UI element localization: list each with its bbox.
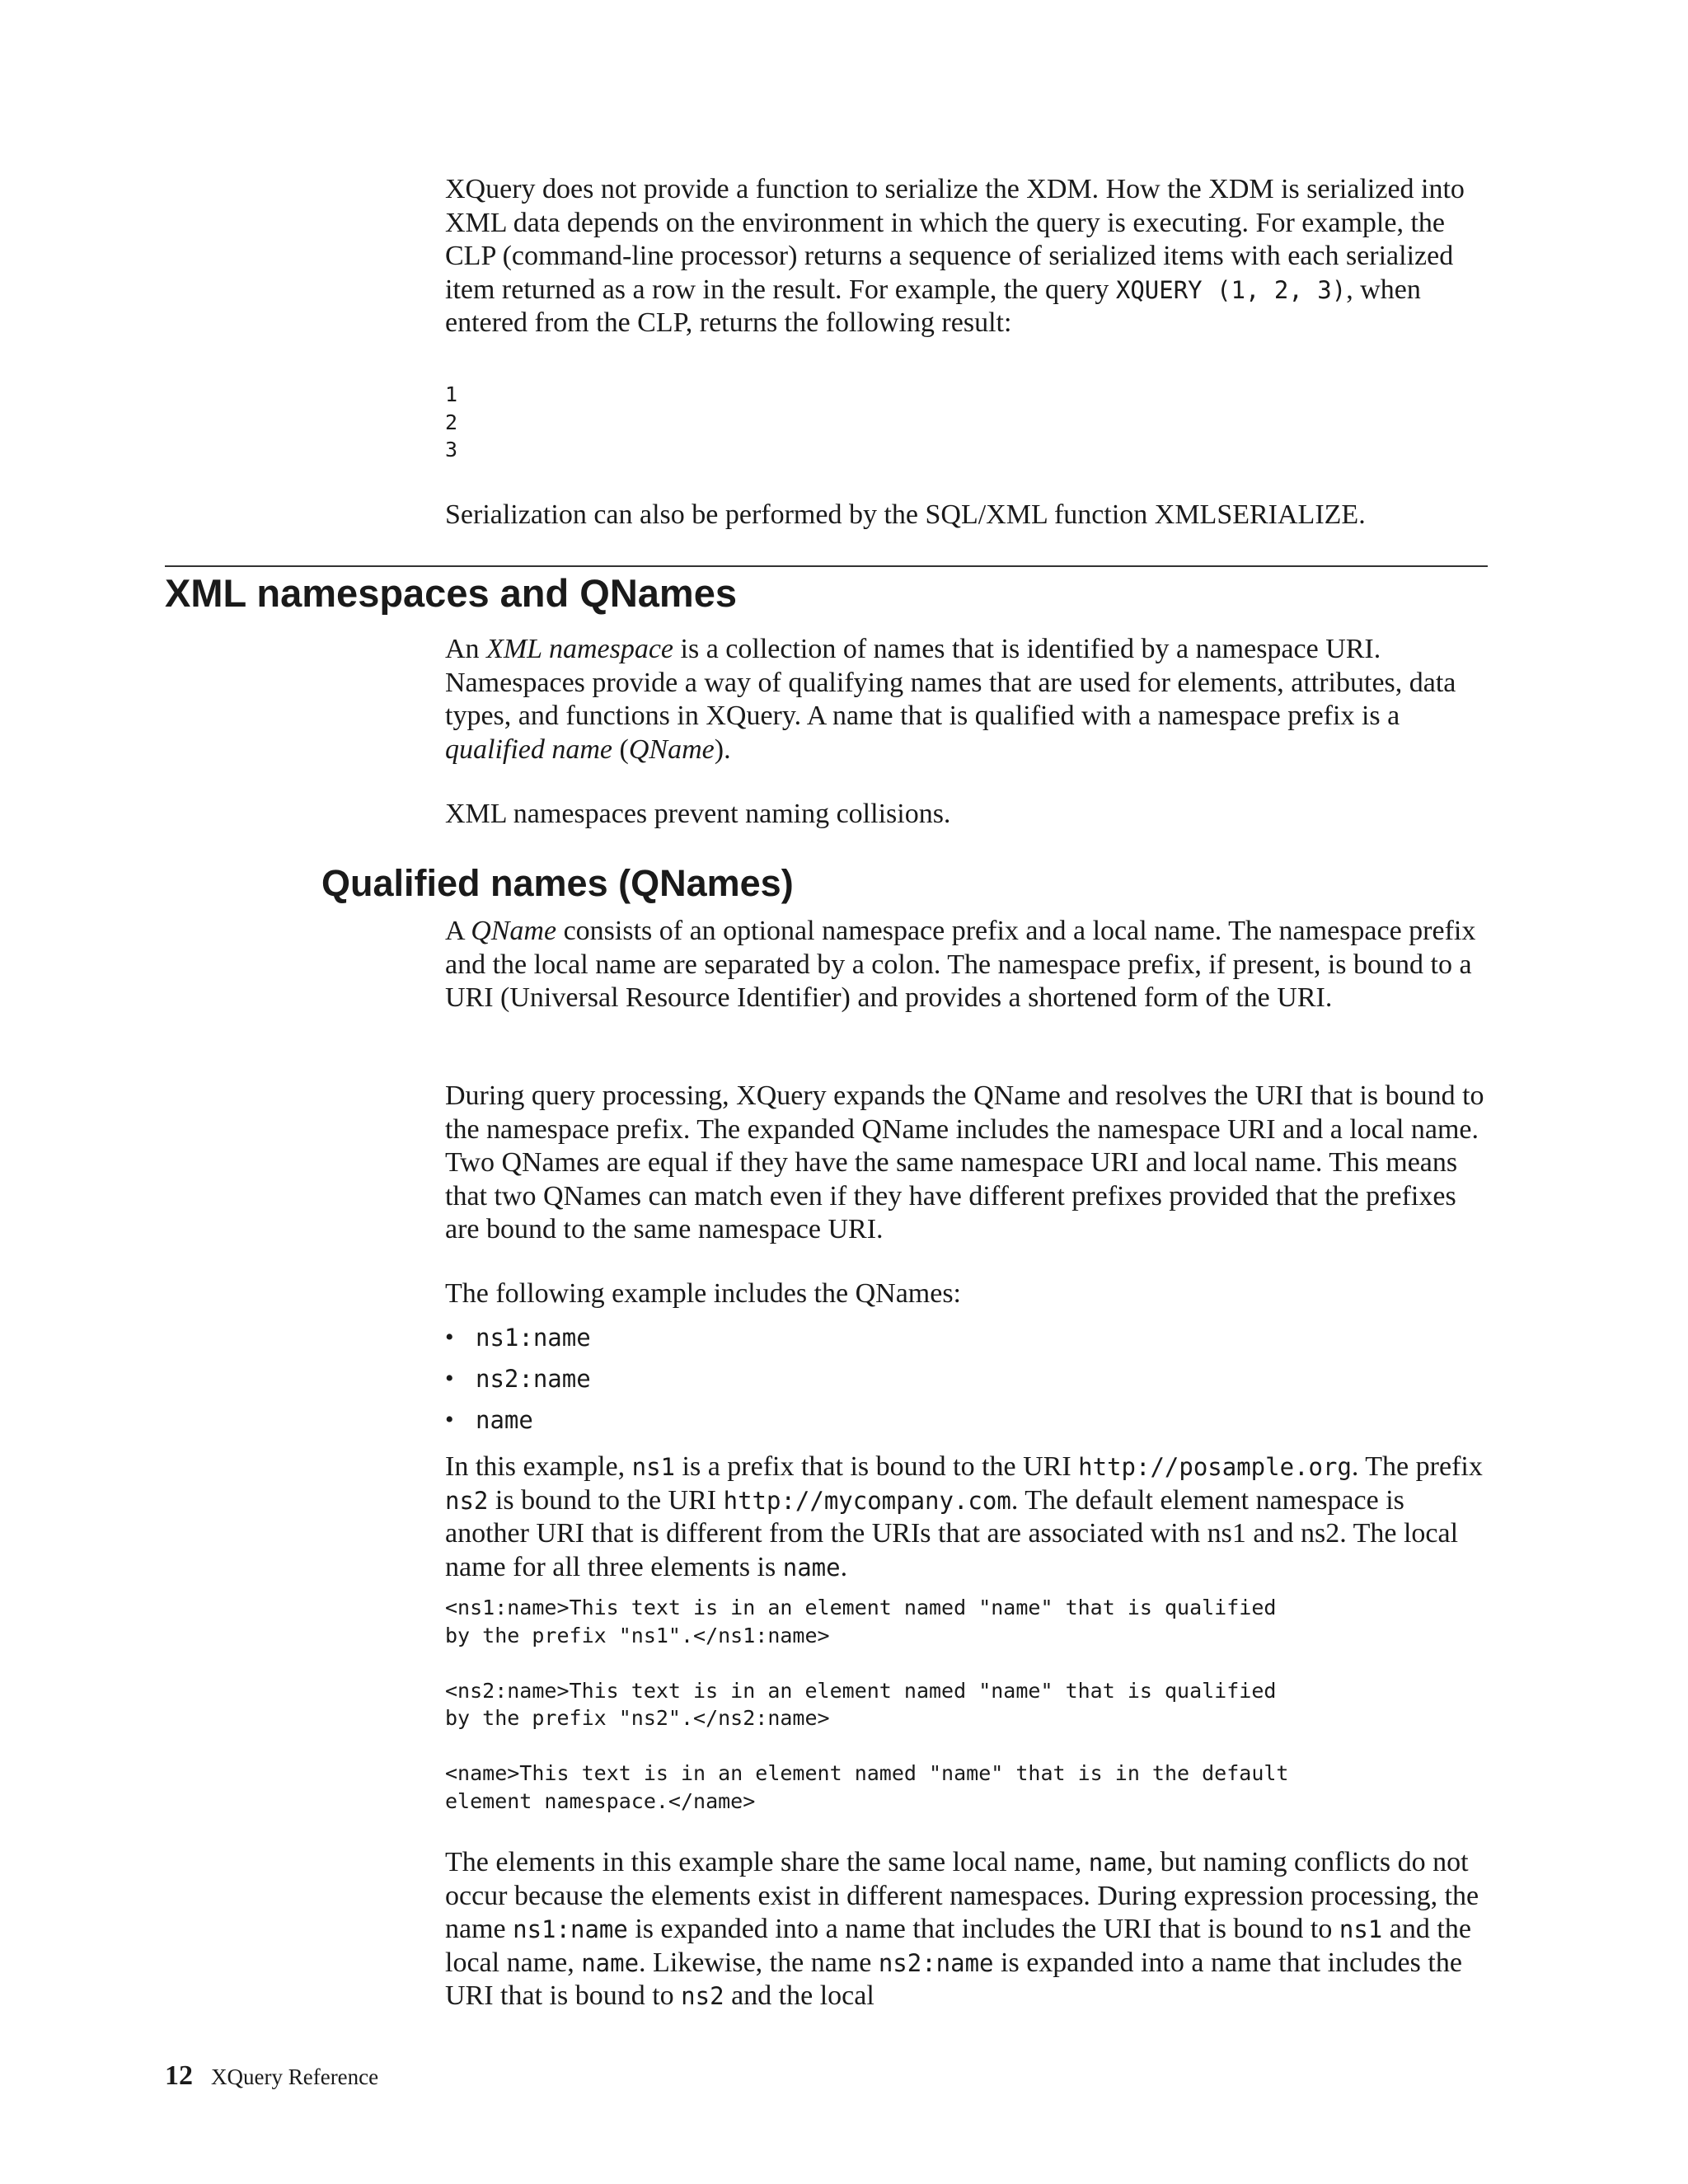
xml-example-code-block: <ns1:name>This text is in an element named "name" that is qualified by the prefix "ns1".</ns1:name> <ns2:name>This text is in an element named "name" that is qualified by the prefix "ns2".</ns2:name> <name>This text is in an element named "name" that is in the default element namespace.</name>	[445, 1596, 1289, 1813]
namespace-definition-paragraph	[445, 633, 1488, 766]
page-number: 12	[165, 2060, 193, 2091]
bullet-icon: •	[445, 1406, 454, 1433]
query-processing-paragraph: During query processing, XQuery expands the QName and resolves the URI that is bound to the namespace prefix. The expanded QName includes the namespace URI and a local name. Two QNames are equal if they have the same namespace URI and local name. This means that two QNames can match even if they have different prefixes provided that the prefixes are bound to the same namespace URI.	[445, 1080, 1484, 1244]
inline-code: ns2	[445, 1486, 489, 1515]
text-run: , but naming conflicts do not occur because the elements exist in different namespaces. During expression processing, the name	[445, 1847, 1479, 1944]
text-run: , when entered from the CLP, returns the following result:	[445, 274, 1421, 338]
text-run: is a collection of names that is identified by a namespace URI. Namespaces provide a way of qualifying names that are used for elements, attributes, data types, and functions in XQuery. A name that is qualified with a namespace prefix is a	[445, 634, 1456, 731]
inline-code: http://mycompany.com	[723, 1486, 1011, 1515]
section-heading-namespaces: XML namespaces and QNames	[165, 571, 737, 615]
emphasis: QName	[471, 916, 557, 946]
qname-definition-paragraph	[445, 915, 1488, 1015]
text-run: and the local name,	[445, 1914, 1471, 1978]
emphasis: QName	[628, 733, 715, 765]
text-run: . The default element namespace is another URI that is different from the URIs that are associated with ns1 and ns2. The local name for all three elements is	[445, 1484, 1459, 1582]
prefix-explanation-paragraph	[445, 1451, 1488, 1584]
inline-code: name	[1088, 1849, 1146, 1877]
book-title: XQuery Reference	[211, 2064, 379, 2089]
text-run: is bound to the URI	[488, 1484, 724, 1516]
text-run: is expanded into a name that includes the URI that is bound to	[627, 1914, 1339, 1944]
text-run: is a prefix that is bound to the URI	[675, 1451, 1079, 1482]
text-run: and the local	[724, 1980, 874, 2011]
page-footer	[165, 2057, 378, 2094]
inline-code: ns1:name	[513, 1915, 628, 1943]
inline-code: ns2	[681, 1982, 724, 2010]
result-code-block: 1 2 3	[445, 382, 458, 462]
text-run: (	[612, 733, 629, 765]
text-run: The elements in this example share the same local name,	[445, 1847, 1089, 1877]
list-item-text: name	[476, 1406, 533, 1434]
intro-paragraph	[445, 173, 1488, 340]
text-run: . Likewise, the name	[639, 1947, 879, 1978]
inline-code: name	[581, 1948, 640, 1977]
inline-code: XQUERY (1, 2, 3)	[1115, 275, 1347, 304]
text-run: consists of an optional namespace prefix and a local name. The namespace prefix and the local name are separated by a colon. The namespace prefix, if present, is bound to a URI (Universal Resource Identifier) and provides a shortened form of the URI.	[445, 916, 1476, 1013]
text-run: In this example,	[445, 1451, 632, 1482]
text-run: .	[840, 1551, 848, 1582]
example-intro-paragraph: The following example includes the QNames:	[445, 1278, 961, 1309]
serialization-paragraph: Serialization can also be performed by the SQL/XML function XMLSERIALIZE.	[445, 499, 1366, 530]
conflict-explanation-paragraph	[445, 1846, 1488, 2013]
subsection-heading-qnames: Qualified names (QNames)	[321, 862, 794, 904]
text-run: XQuery does not provide a function to serialize the XDM. How the XDM is serialized into XML data depends on the environment in which the query is executing. For example, the CLP (command-line processor) returns a sequence of serialized items with each serialized item returned as a row in the result. For example, the query	[445, 174, 1465, 305]
text-run: is expanded into a name that includes the URI that is bound to	[445, 1947, 1462, 2011]
inline-code: ns1	[1339, 1915, 1383, 1943]
emphasis: qualified name	[445, 733, 613, 765]
inline-code: ns2:name	[878, 1948, 994, 1977]
text-run: A	[445, 916, 471, 946]
bullet-icon: •	[445, 1365, 454, 1392]
list-item-text: ns2:name	[476, 1365, 591, 1393]
text-run: ).	[714, 733, 731, 765]
section-divider	[165, 565, 1488, 567]
collisions-paragraph: XML namespaces prevent naming collisions.	[445, 799, 951, 829]
bullet-icon: •	[445, 1324, 454, 1351]
emphasis: XML namespace	[486, 634, 674, 664]
inline-code: ns1	[631, 1453, 676, 1481]
inline-code: name	[782, 1553, 841, 1582]
text-run: An	[445, 634, 487, 664]
inline-code: http://posample.org	[1078, 1453, 1352, 1481]
list-item-text: ns1:name	[476, 1324, 591, 1352]
text-run: . The prefix	[1351, 1451, 1483, 1482]
